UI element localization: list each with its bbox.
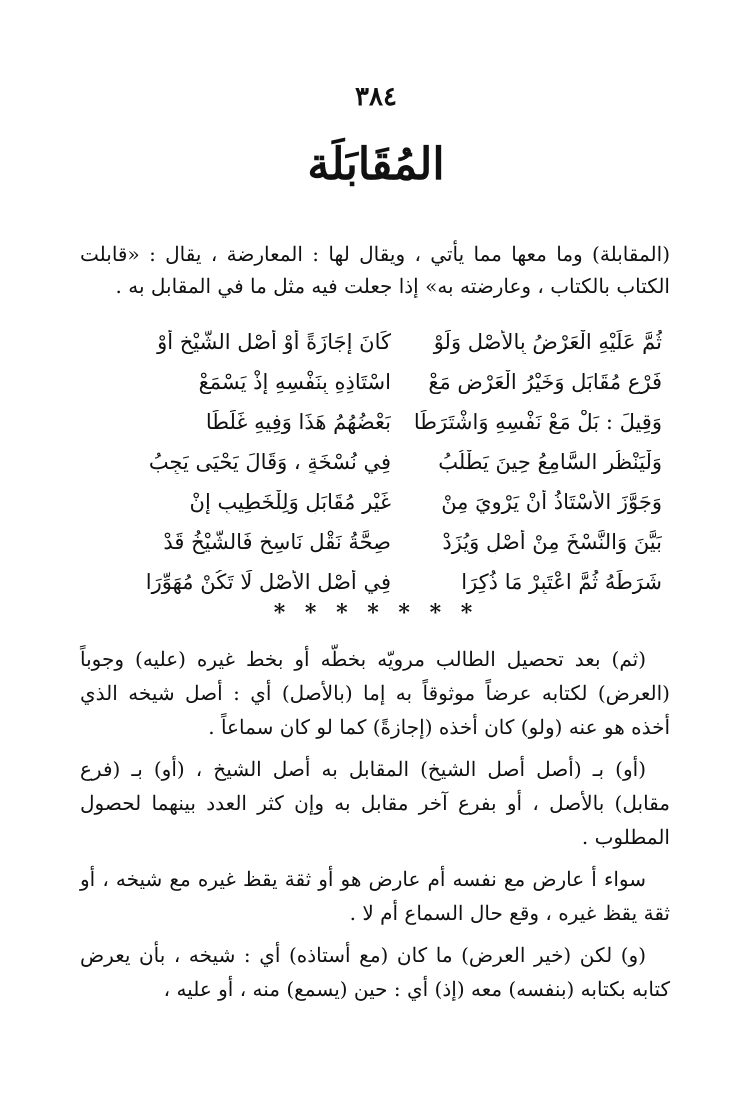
- verse-first-hemistich: فَرْعٍ مُقَابَلٍ وَخَيْرُ الْعَرْضِ مَعْ: [428, 370, 662, 394]
- verse-second-hemistich: كَانَ إِجَازَةً أَوْ أَصْلِ الشَّيْخِ أَوْ: [157, 330, 391, 354]
- commentary-paragraph: (ثم) بعد تحصيل الطالب مرويّه بخطّه أو بخط غيره (عليه) وجوباً (العرض) لكتابه عرضاً موثوقاً به إما (بالأصل) أي : أصل شيخه الذي أخذه هو عنه (ولو) كان أخذه (إجازةً) كما لو كان سماعاً .: [80, 647, 670, 739]
- verse-first-hemistich: شَرَطَهُ ثُمَّ اعْتَبِرْ مَا ذُكِرَا: [461, 570, 662, 594]
- verse-second-hemistich: فِي أَصْلِ الأَصْلِ لَا تَكُنْ مُهَوِّرَا: [145, 570, 391, 594]
- verse-row: [130, 362, 662, 402]
- verse-row: [130, 322, 662, 362]
- verse-row: [130, 442, 662, 482]
- poem-verses: [130, 322, 662, 602]
- verse-second-hemistich: غَيْرِ مُقَابَلٍ وَلِلْخَطِيبِ إِنْ: [189, 490, 391, 514]
- page-number: ٣٨٤: [355, 82, 397, 112]
- verse-first-hemistich: وَقِيلَ : بَلْ مَعْ نَفْسِهِ وَاشْتَرَطَا: [413, 410, 662, 434]
- verse-second-hemistich: اسْتَاذِهِ بِنَفْسِهِ إِذْ يَسْمَعْ: [198, 370, 391, 394]
- verse-first-hemistich: وَجَوَّزَ الأُسْتَاذُ أَنْ يَرْوِيَ مِنْ: [441, 490, 662, 514]
- verse-row: [130, 562, 662, 602]
- section-separator: * * * * * * *: [273, 600, 479, 626]
- verse-first-hemistich: بَيَّنَ وَالنَّسْخَ مِنْ أَصْلٍ وَيُزَدْ: [442, 530, 662, 554]
- verse-row: [130, 482, 662, 522]
- intro-paragraph: [80, 238, 670, 302]
- commentary-paragraph: (و) لكن (خير العرض) ما كان (مع أستاذه) أي : شيخه ، بأن يعرض كتابه بكتابه (بنفسه) معه (إذ) أي : حين (يسمع) منه ، أو عليه ،: [80, 943, 670, 1001]
- commentary-paragraph: سواء أ عارض مع نفسه أم عارض هو أو ثقة يقظ غيره مع شيخه ، أو ثقة يقظ غيره ، وقع حال السماع أم لا .: [80, 867, 670, 925]
- commentary: [80, 642, 670, 1014]
- verse-first-hemistich: وَلْيَنْظُرِ السَّامِعُ حِينَ يَطْلُبُ: [438, 450, 662, 474]
- verse-first-hemistich: ثُمَّ عَلَيْهِ الْعَرْضُ بِالأَصْلِ وَلَوْ: [433, 330, 662, 354]
- verse-row: [130, 522, 662, 562]
- verse-second-hemistich: فِي نُسْخَةٍ ، وَقَالَ يَحْيَى يَجِبُ: [148, 450, 391, 474]
- verse-second-hemistich: صِحَّةُ نَقْلِ نَاسِخٍ فَالشَّيْخُ قَدْ: [163, 530, 391, 554]
- commentary-paragraph: (أو) بـ (أصل أصل الشيخ) المقابل به أصل الشيخ ، (أو) بـ (فرع مقابل) بالأصل ، أو بفرع آخر مقابل به وإن كثر العدد بينهما لحصول المطلوب .: [80, 757, 670, 849]
- verse-second-hemistich: بَعْضُهُمُ هَذَا وَفِيهِ غَلَطَا: [205, 410, 391, 434]
- chapter-title: المُقَابَلَة: [307, 139, 445, 190]
- intro-text: (المقابلة) وما معها مما يأتي ، ويقال لها : المعارضة ، يقال : «قابلت الكتاب بالكتاب ، وعارضته به» إذا جعلت فيه مثل ما في المقابل به .: [80, 242, 671, 298]
- verse-row: [130, 402, 662, 442]
